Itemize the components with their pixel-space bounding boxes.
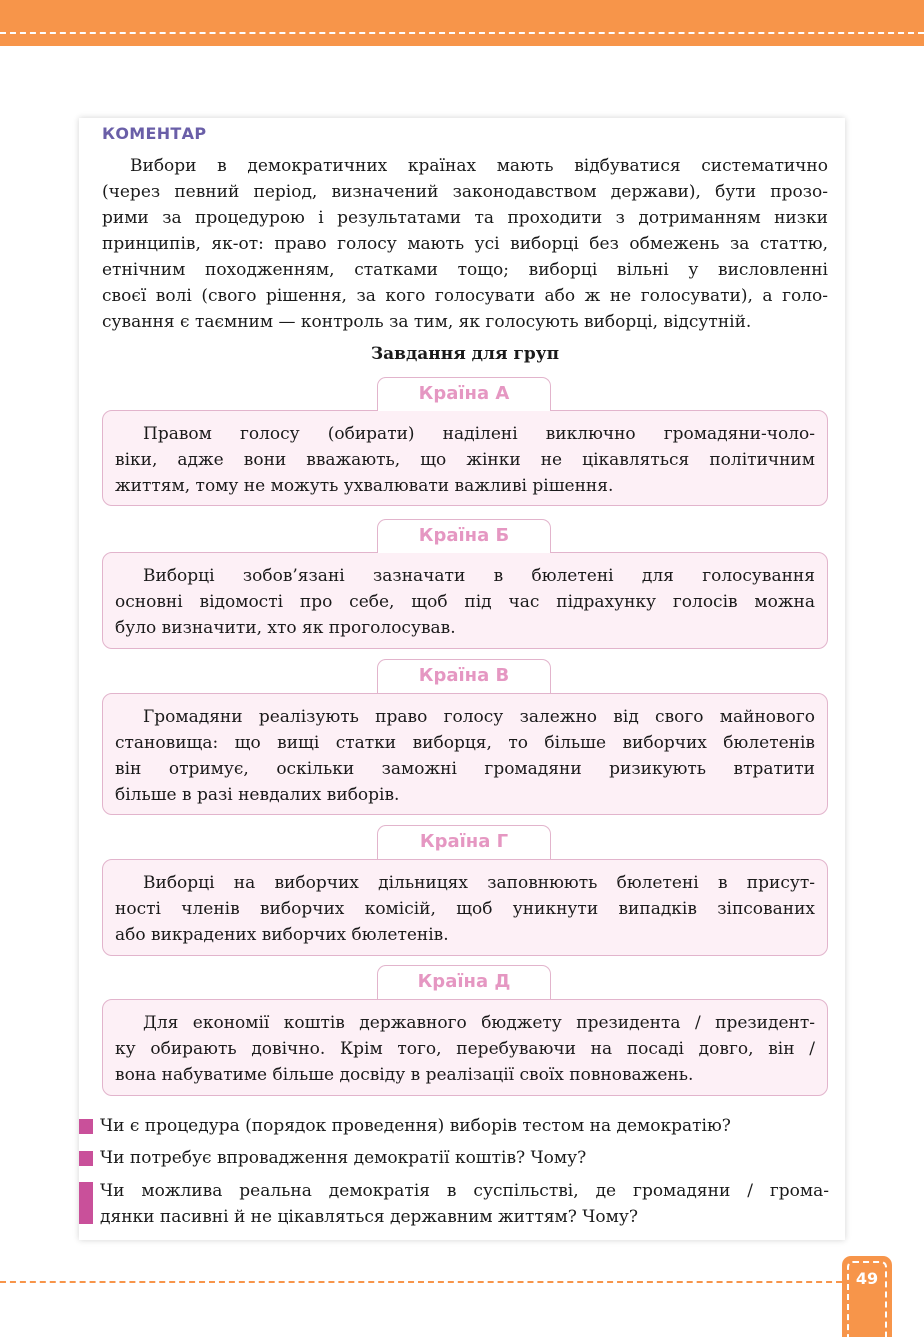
country-d-line: Для економії коштів державного бюджету президента / президент- [143, 1013, 815, 1033]
country-a-line: Правом голосу (обирати) наділені виключно громадяни-чоло- [143, 424, 815, 444]
question-marker [79, 1182, 93, 1224]
country-b-tab: Країна Б [377, 519, 551, 553]
country-b-box [102, 552, 828, 649]
question-text: дянки пасивні й не цікавляться державним життям? Чому? [100, 1207, 639, 1227]
country-a-tab: Країна А [377, 377, 551, 411]
comment-line: принципів, як-от: право голосу мають усі виборці без обмежень за статтю, [102, 234, 828, 254]
bottom-dashed-line [0, 1281, 842, 1283]
country-d-line: вона набуватиме більше досвіду в реалізації своїх повноважень. [115, 1065, 694, 1085]
country-v-box [102, 693, 828, 815]
question-text: Чи є процедура (порядок проведення) виборів тестом на демократію? [100, 1116, 731, 1136]
country-h-line: ності членів виборчих комісій, щоб уникнути випадків зіпсованих [115, 899, 815, 919]
page-number: 49 [855, 1269, 879, 1288]
country-h-box [102, 859, 828, 956]
country-d-tab: Країна Д [377, 965, 551, 999]
comment-line: рими за процедурою і результатами та проходити з дотриманням низки [102, 208, 828, 228]
question-item [79, 1145, 829, 1171]
country-b-line: було визначити, хто як проголосував. [115, 618, 456, 638]
comment-line: (через певний період, визначений законодавством держави), бути прозо- [102, 182, 828, 202]
question-marker [79, 1119, 93, 1134]
comment-line: сування є таємним — контроль за тим, як голосують виборці, відсутній. [102, 312, 752, 332]
country-a-line: життям, тому не можуть ухвалювати важливі рішення. [115, 476, 614, 496]
country-v-line: більше в разі невдалих виборів. [115, 785, 400, 805]
country-v-line: Громадяни реалізують право голосу залежно від свого майнового [143, 707, 815, 727]
country-b-line: основні відомості про себе, щоб під час підрахунку голосів можна [115, 592, 815, 612]
comment-heading: КОМЕНТАР [102, 124, 207, 143]
country-h-tab: Країна Г [377, 825, 551, 859]
question-item [79, 1113, 829, 1139]
question-text: Чи можлива реальна демократія в суспільстві, де громадяни / грома- [100, 1181, 829, 1201]
country-v-line: становища: що вищі статки виборця, то більше виборчих бюлетенів [115, 733, 815, 753]
country-v-line: він отримує, оскільки заможні громадяни ризикують втратити [115, 759, 815, 779]
question-item [79, 1178, 829, 1230]
country-v-tab: Країна В [377, 659, 551, 693]
comment-line: Вибори в демократичних країнах мають відбуватися систематично [130, 156, 828, 176]
country-a-box [102, 410, 828, 506]
comment-paragraph [102, 153, 828, 335]
country-b-line: Виборці зобов’язані зазначати в бюлетені для голосування [143, 566, 815, 586]
question-marker [79, 1151, 93, 1166]
comment-line: етнічним походженням, статками тощо; виборці вільні у висловленні [102, 260, 828, 280]
top-dashed-line [0, 32, 924, 34]
country-h-line: Виборці на виборчих дільницях заповнюють бюлетені в присут- [143, 873, 815, 893]
country-d-box [102, 999, 828, 1096]
country-a-line: віки, адже вони вважають, що жінки не цікавляться політичним [115, 450, 815, 470]
top-banner [0, 0, 924, 46]
country-d-line: ку обирають довічно. Крім того, перебуваючи на посаді довго, він / [115, 1039, 815, 1059]
task-title: Завдання для груп [370, 344, 560, 364]
comment-line: своєї волі (свого рішення, за кого голосувати або ж не голосувати), а голо- [102, 286, 828, 306]
question-text: Чи потребує впровадження демократії коштів? Чому? [100, 1148, 587, 1168]
country-h-line: або викрадених виборчих бюлетенів. [115, 925, 449, 945]
